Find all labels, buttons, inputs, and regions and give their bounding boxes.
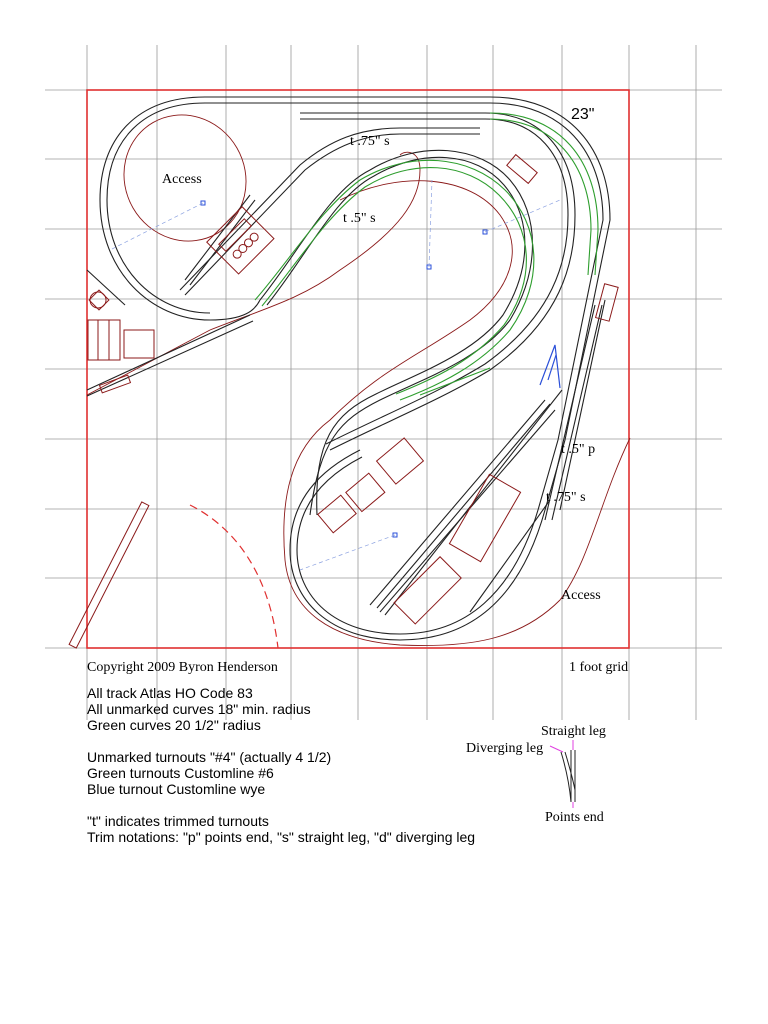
trim-label-top: t .75" s	[350, 134, 390, 149]
trim-label-right-p: t .5" p	[561, 442, 596, 457]
blue-wye-turnout	[540, 345, 560, 388]
note-track: All track Atlas HO Code 83	[87, 685, 253, 701]
legend-turnout-icon	[561, 750, 575, 802]
layout-notes	[87, 685, 475, 845]
legend-diverging-leg: Diverging leg	[466, 741, 544, 756]
note-green-turnouts: Green turnouts Customline #6	[87, 765, 274, 781]
legend-points-end: Points end	[545, 810, 604, 825]
note-trim-notations: Trim notations: "p" points end, "s" straight leg, "d" diverging leg	[87, 829, 476, 845]
radius-lines	[110, 180, 560, 570]
trim-label-right-s: t .75" s	[546, 490, 586, 505]
access-label-top: Access	[162, 172, 202, 187]
green-curves	[255, 113, 598, 400]
legend-straight-leg: Straight leg	[541, 724, 606, 739]
note-unmarked-turnouts: Unmarked turnouts "#4" (actually 4 1/2)	[87, 749, 332, 765]
legend-pointers	[550, 740, 573, 808]
note-green-curves: Green curves 20 1/2" radius	[87, 717, 261, 733]
note-blue-turnout: Blue turnout Customline wye	[87, 781, 266, 797]
grid-scale-note: 1 foot grid	[569, 660, 629, 675]
turnout-legend	[466, 724, 606, 825]
note-min-radius: All unmarked curves 18" min. radius	[87, 701, 311, 717]
access-arc	[190, 505, 278, 648]
note-trimmed: "t" indicates trimmed turnouts	[87, 813, 269, 829]
copyright-text: Copyright 2009 Byron Henderson	[87, 660, 278, 675]
radius-23-label: 23"	[571, 106, 595, 123]
access-label-bottom: Access	[561, 588, 601, 603]
trim-label-mid: t .5" s	[343, 211, 376, 226]
